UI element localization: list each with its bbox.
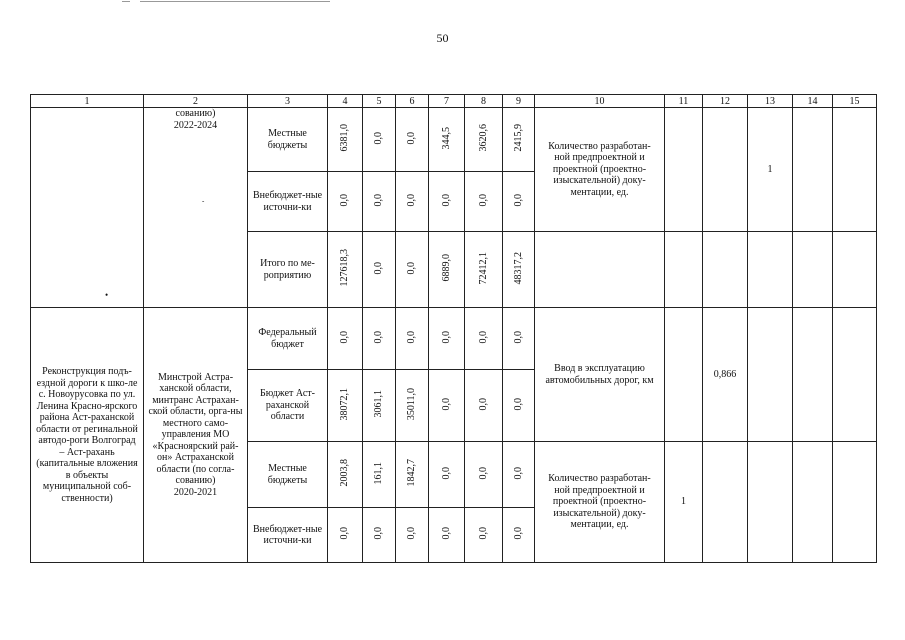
header-row <box>31 95 877 108</box>
value-text: 0,0 <box>406 330 418 343</box>
empty-cell <box>665 308 703 442</box>
header-cell: 11 <box>665 95 703 108</box>
value-text: 0,0 <box>512 193 524 206</box>
value-cell <box>429 508 465 563</box>
value-cell <box>503 508 535 563</box>
value-text: 0,0 <box>440 527 452 540</box>
value-text: 344,5 <box>440 126 452 149</box>
header-cell: 12 <box>703 95 748 108</box>
value-cell <box>465 508 503 563</box>
value-cell <box>503 232 535 308</box>
empty-cell <box>833 108 877 232</box>
empty-cell <box>793 308 833 442</box>
value-cell <box>363 508 396 563</box>
source-label: Внебюджет-ные источни-ки <box>248 508 328 563</box>
value-text: 0,0 <box>406 261 418 274</box>
value-cell <box>363 442 396 508</box>
header-cell: 5 <box>363 95 396 108</box>
value-cell <box>503 108 535 172</box>
value-text: 3620,6 <box>477 124 489 152</box>
value-cell <box>363 370 396 442</box>
header-cell: 8 <box>465 95 503 108</box>
value-cell <box>328 172 363 232</box>
value-text: 6381,0 <box>339 124 351 152</box>
value-cell <box>396 232 429 308</box>
value-cell <box>328 108 363 172</box>
empty-cell <box>665 108 703 232</box>
value-text: 0,0 <box>477 397 489 410</box>
block1-responsible-cell <box>144 108 248 308</box>
value-text: 0,0 <box>477 466 489 479</box>
value-text: 35011,0 <box>406 387 418 420</box>
source-label: Итого по ме-роприятию <box>248 232 328 308</box>
value-cell <box>503 442 535 508</box>
value-cell <box>396 508 429 563</box>
value-text: 0,0 <box>440 397 452 410</box>
value-cell <box>396 108 429 172</box>
header-cell: 7 <box>429 95 465 108</box>
value-text: 0,0 <box>373 131 385 144</box>
value-text: 48317,2 <box>512 251 524 284</box>
stray-mark: • <box>105 289 109 300</box>
value-cell <box>465 370 503 442</box>
value-text: 161,1 <box>373 461 385 484</box>
header-cell: 13 <box>748 95 793 108</box>
header-cell: 14 <box>793 95 833 108</box>
source-label: Местные бюджеты <box>248 108 328 172</box>
top-rule-line <box>140 1 330 2</box>
empty-cell <box>535 232 665 308</box>
value-cell <box>363 108 396 172</box>
value-text: 0,0 <box>406 193 418 206</box>
value-text: 0,0 <box>406 131 418 144</box>
empty-cell <box>703 108 748 232</box>
value-cell <box>465 172 503 232</box>
value-text: 0,0 <box>477 193 489 206</box>
value-cell <box>328 442 363 508</box>
value-text: 0,0 <box>373 527 385 540</box>
header-cell: 1 <box>31 95 144 108</box>
block1-col1-cell <box>31 108 144 308</box>
value-cell <box>363 172 396 232</box>
value-text: 0,0 <box>512 527 524 540</box>
value-text: 0,0 <box>512 330 524 343</box>
value-text: 3061,1 <box>373 390 385 418</box>
value-cell <box>396 308 429 370</box>
block1-responsible-text: сованию) 2022-2024 <box>173 108 218 131</box>
header-cell: 9 <box>503 95 535 108</box>
empty-cell <box>665 232 703 308</box>
block2-docs-value: 1 <box>665 442 703 563</box>
value-text: 0,0 <box>477 527 489 540</box>
value-cell <box>328 370 363 442</box>
value-text: 0,0 <box>339 527 351 540</box>
budget-table <box>30 94 877 563</box>
empty-cell <box>833 308 877 442</box>
header-cell: 3 <box>248 95 328 108</box>
source-label: Бюджет Аст-раханской области <box>248 370 328 442</box>
empty-cell <box>793 232 833 308</box>
value-text: 2003,8 <box>339 459 351 487</box>
value-text: 0,0 <box>440 193 452 206</box>
block2-project-name: Реконструкция подъ-ездной дороги к шко-ле с. Новоурусовка по ул. Ленина Красно-ярского района Аст-раханской области от регинальной автодо-роги Волгоград – Аст-рахань (капитальные вложения в объекты муниципальной соб-ственности) <box>31 308 144 563</box>
table-row <box>31 308 877 370</box>
value-cell <box>363 232 396 308</box>
value-text: 6889,0 <box>440 254 452 282</box>
empty-cell <box>748 308 793 442</box>
value-text: 127618,3 <box>339 249 351 287</box>
value-cell <box>363 308 396 370</box>
top-dash-mark <box>122 1 130 2</box>
empty-cell <box>748 442 793 563</box>
value-cell <box>465 442 503 508</box>
block2-responsible-text: Минстрой Астра-ханской области, минтранс Астрахан-ской области, орга-ны местного само-управления МО «Красноярский рай-он» Астраханской области (по согла-сованию) 2020-2021 <box>144 308 248 563</box>
value-text: 0,0 <box>339 330 351 343</box>
value-text: 0,0 <box>440 330 452 343</box>
header-cell: 2 <box>144 95 248 108</box>
value-cell <box>328 308 363 370</box>
value-cell <box>396 442 429 508</box>
value-text: 0,0 <box>440 466 452 479</box>
value-cell <box>503 370 535 442</box>
value-cell <box>503 308 535 370</box>
value-cell <box>503 172 535 232</box>
source-label: Местные бюджеты <box>248 442 328 508</box>
source-label: Внебюджет-ные источни-ки <box>248 172 328 232</box>
value-cell <box>465 108 503 172</box>
value-text: 0,0 <box>512 466 524 479</box>
header-cell: 4 <box>328 95 363 108</box>
block1-col13-value: 1 <box>748 108 793 232</box>
page-number: 50 <box>436 31 449 45</box>
empty-cell <box>703 232 748 308</box>
value-text: 0,0 <box>406 527 418 540</box>
value-cell <box>429 232 465 308</box>
value-text: 72412,1 <box>477 251 489 284</box>
table-row <box>31 108 877 172</box>
block2-indicator-road: Ввод в эксплуатацию автомобильных дорог, км <box>535 308 665 442</box>
value-cell <box>328 232 363 308</box>
value-cell <box>396 370 429 442</box>
value-text: 0,0 <box>477 330 489 343</box>
header-cell: 15 <box>833 95 877 108</box>
value-text: 0,0 <box>373 261 385 274</box>
value-cell <box>465 308 503 370</box>
block2-indicator-docs: Количество разработан-ной предпроектной и проектной (проектно-изыскательной) доку-ментации, ед. <box>535 442 665 563</box>
source-label: Федеральный бюджет <box>248 308 328 370</box>
block1-indicator: Количество разработан-ной предпроектной и проектной (проектно-изыскательной) доку-ментации, ед. <box>535 108 665 232</box>
stray-mark: - <box>202 197 205 205</box>
value-text: 38072,1 <box>339 387 351 420</box>
value-text: 0,0 <box>373 193 385 206</box>
empty-cell <box>833 232 877 308</box>
header-cell: 6 <box>396 95 429 108</box>
value-text: 0,0 <box>512 397 524 410</box>
value-text: 2415,9 <box>512 124 524 152</box>
value-cell <box>465 232 503 308</box>
value-cell <box>429 108 465 172</box>
block2-road-value: 0,866 <box>703 308 748 442</box>
value-cell <box>429 442 465 508</box>
value-cell <box>429 308 465 370</box>
header-cell: 10 <box>535 95 665 108</box>
empty-cell <box>748 232 793 308</box>
value-cell <box>328 508 363 563</box>
value-text: 0,0 <box>339 193 351 206</box>
empty-cell <box>833 442 877 563</box>
empty-cell <box>793 108 833 232</box>
value-text: 1842,7 <box>406 459 418 487</box>
empty-cell <box>793 442 833 563</box>
value-text: 0,0 <box>373 330 385 343</box>
value-cell <box>429 172 465 232</box>
value-cell <box>396 172 429 232</box>
empty-cell <box>703 442 748 563</box>
value-cell <box>429 370 465 442</box>
